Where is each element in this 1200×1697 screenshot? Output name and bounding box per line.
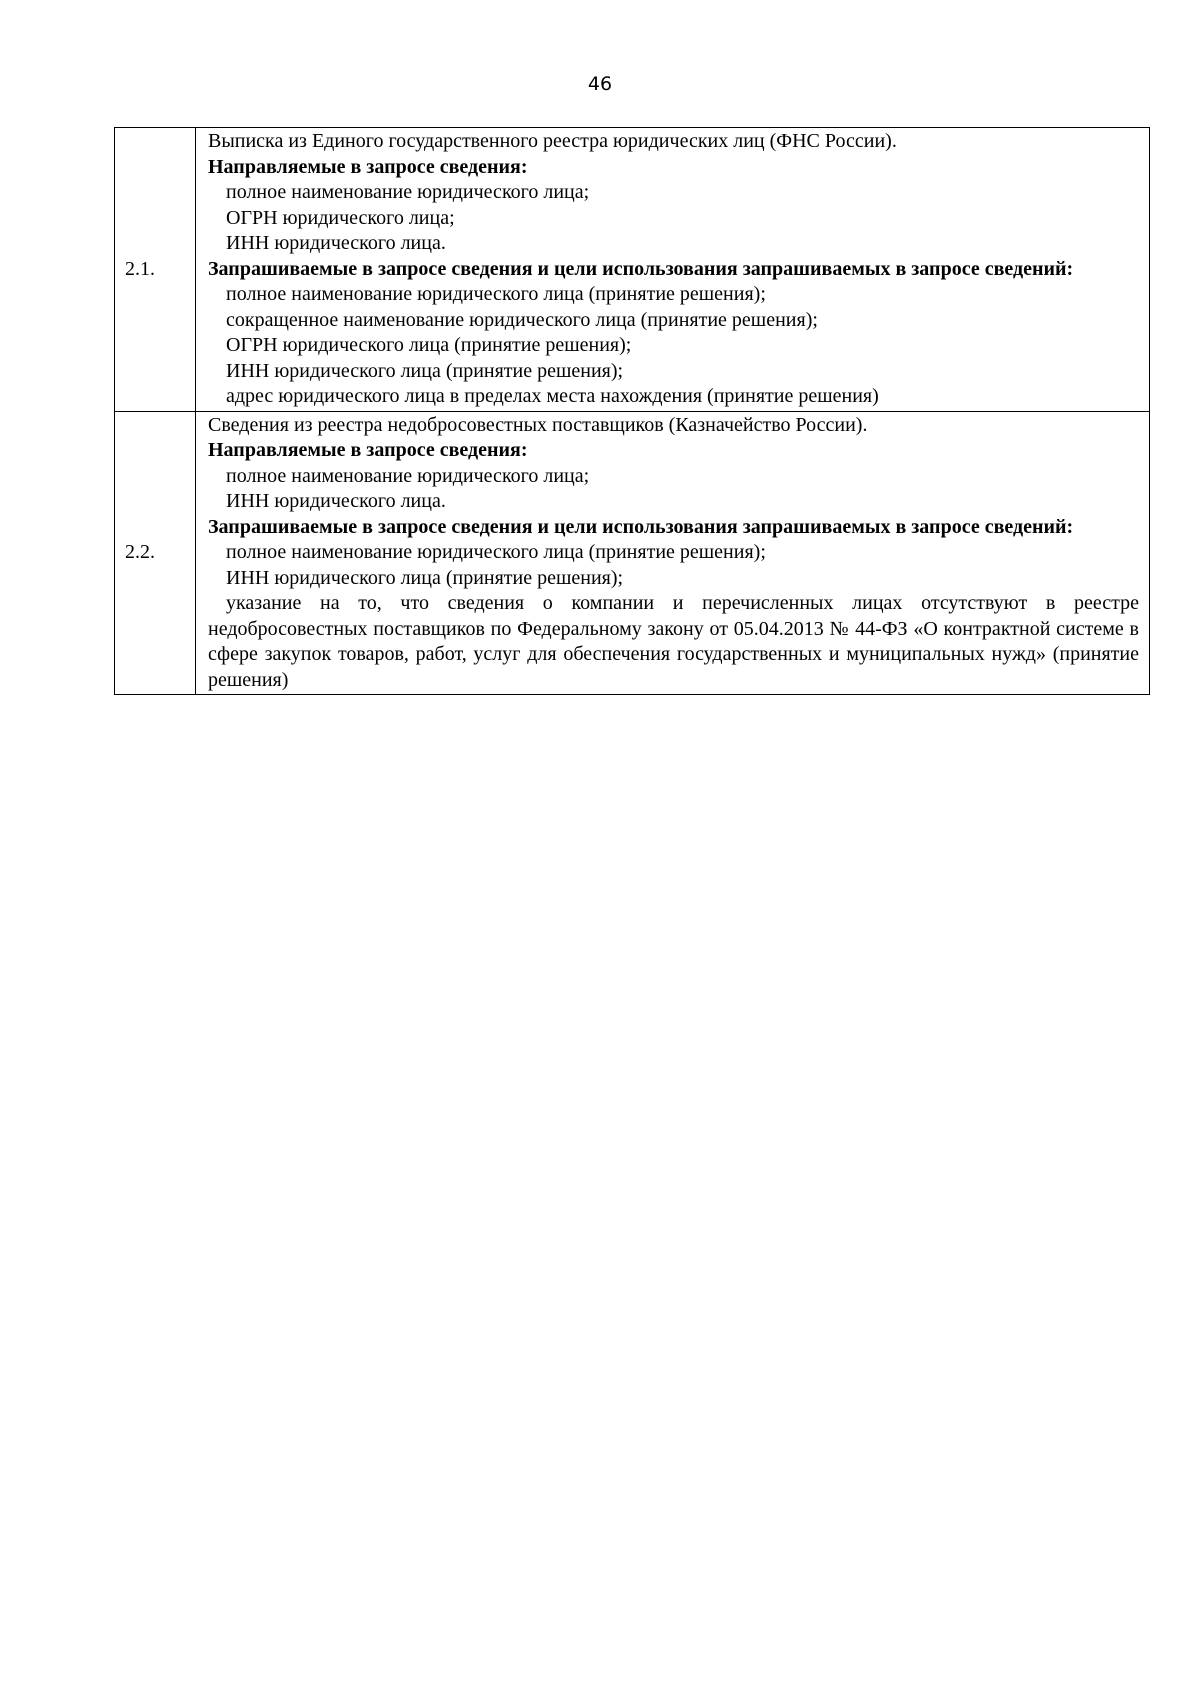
row-number: 2.1. bbox=[115, 128, 196, 412]
sent-heading: Направляемые в запросе сведения: bbox=[208, 155, 528, 178]
list-item: ИНН юридического лица. bbox=[226, 490, 446, 512]
table-row bbox=[115, 411, 1150, 695]
list-item: полное наименование юридического лица (принятие решения); bbox=[226, 541, 766, 563]
list-item: полное наименование юридического лица (принятие решения); bbox=[226, 283, 766, 305]
table-row bbox=[115, 128, 1150, 412]
row-title: Сведения из реестра недобросовестных поставщиков (Казначейство России). bbox=[208, 413, 868, 436]
page-number: 46 bbox=[587, 73, 613, 95]
row-title: Выписка из Единого государственного реестра юридических лиц (ФНС России). bbox=[208, 130, 897, 152]
list-item: ИНН юридического лица (принятие решения); bbox=[226, 566, 624, 589]
row-content bbox=[196, 128, 1150, 412]
requested-heading: Запрашиваемые в запросе сведения и цели использования запрашиваемых в запросе сведений: bbox=[208, 257, 1074, 280]
list-item: указание на то, что сведения о компании и перечисленных лицах отсутствуют в реестре недобросовестных поставщиков по Федеральному закону от 05.04.2013 № 44-ФЗ «О контрактной системе в сфере закупок товаров, работ, услуг для обеспечения государственных и муниципальных нужд» (принятие решения) bbox=[208, 592, 1139, 691]
requests-table bbox=[114, 127, 1150, 695]
row-number: 2.2. bbox=[115, 411, 196, 695]
list-item: ИНН юридического лица (принятие решения); bbox=[226, 359, 624, 382]
requested-heading: Запрашиваемые в запросе сведения и цели использования запрашиваемых в запросе сведений: bbox=[208, 515, 1074, 538]
list-item: адрес юридического лица в пределах места нахождения (принятие решения) bbox=[226, 385, 879, 407]
row-content bbox=[196, 411, 1150, 695]
sent-heading: Направляемые в запросе сведения: bbox=[208, 439, 528, 461]
list-item: ИНН юридического лица. bbox=[226, 232, 446, 254]
list-item: ОГРН юридического лица (принятие решения); bbox=[226, 334, 632, 356]
list-item: полное наименование юридического лица; bbox=[226, 181, 590, 203]
list-item: ОГРН юридического лица; bbox=[226, 206, 455, 229]
list-item: сокращенное наименование юридического лица (принятие решения); bbox=[226, 308, 818, 331]
list-item: полное наименование юридического лица; bbox=[226, 464, 590, 487]
